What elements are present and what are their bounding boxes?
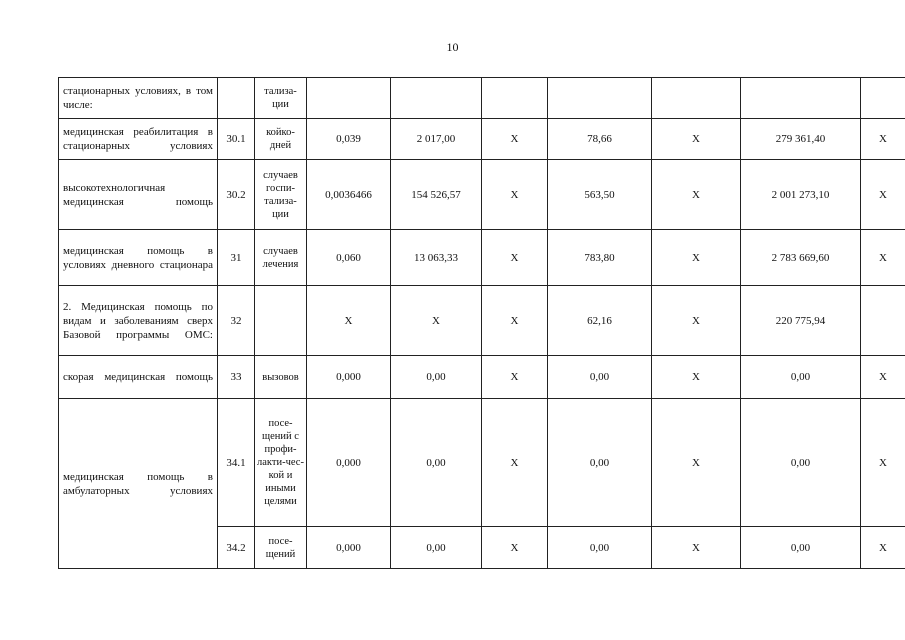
row-value: Х xyxy=(652,286,741,356)
row-value: 0,039 xyxy=(307,119,391,160)
row-code xyxy=(218,78,255,119)
row-name: скорая медицинская помощь xyxy=(59,356,218,399)
row-value xyxy=(861,286,905,356)
row-value: Х xyxy=(652,356,741,399)
row-unit: посе-щений с профи-лакти-чес-кой и иными целями xyxy=(255,399,307,527)
row-value: Х xyxy=(861,119,905,160)
row-value xyxy=(548,78,652,119)
row-value: Х xyxy=(307,286,391,356)
row-value: 220 775,94 xyxy=(741,286,861,356)
row-unit: посе-щений xyxy=(255,527,307,569)
row-unit: вызовов xyxy=(255,356,307,399)
row-value: Х xyxy=(482,230,548,286)
row-value: Х xyxy=(861,160,905,230)
row-value: Х xyxy=(482,286,548,356)
row-value: 0,000 xyxy=(307,399,391,527)
table-row xyxy=(59,78,905,119)
row-value: 0,00 xyxy=(391,356,482,399)
row-value: Х xyxy=(861,527,905,569)
row-value: 0,000 xyxy=(307,356,391,399)
row-value: Х xyxy=(652,399,741,527)
table-row xyxy=(59,119,905,160)
row-name: стационарных условиях, в том числе: xyxy=(59,78,218,119)
row-value xyxy=(391,78,482,119)
row-value: 0,00 xyxy=(741,356,861,399)
table-row xyxy=(59,286,905,356)
row-code: 30.2 xyxy=(218,160,255,230)
row-value: Х xyxy=(861,230,905,286)
row-value: 2 017,00 xyxy=(391,119,482,160)
row-code: 34.1 xyxy=(218,399,255,527)
row-value: 0,000 xyxy=(307,527,391,569)
row-value: Х xyxy=(652,230,741,286)
row-value: Х xyxy=(652,119,741,160)
row-value: Х xyxy=(482,356,548,399)
row-unit: случаев госпи-тализа-ции xyxy=(255,160,307,230)
data-table xyxy=(58,77,905,569)
row-value: Х xyxy=(652,160,741,230)
row-unit: тализа-ции xyxy=(255,78,307,119)
row-value: 154 526,57 xyxy=(391,160,482,230)
row-value: Х xyxy=(652,527,741,569)
row-value: Х xyxy=(482,119,548,160)
row-value: 0,00 xyxy=(391,399,482,527)
row-value: Х xyxy=(391,286,482,356)
page-number: 10 xyxy=(446,40,459,54)
row-value: 0,00 xyxy=(391,527,482,569)
row-value: Х xyxy=(861,399,905,527)
row-value: 0,00 xyxy=(741,399,861,527)
row-code: 32 xyxy=(218,286,255,356)
row-value xyxy=(307,78,391,119)
row-value: 13 063,33 xyxy=(391,230,482,286)
row-code: 31 xyxy=(218,230,255,286)
row-value: Х xyxy=(482,527,548,569)
row-name: высокотехнологичная медицинская помощь xyxy=(59,160,218,230)
row-value: 78,66 xyxy=(548,119,652,160)
row-value: Х xyxy=(861,356,905,399)
row-code: 34.2 xyxy=(218,527,255,569)
row-unit xyxy=(255,286,307,356)
table-row xyxy=(59,160,905,230)
row-value: 0,00 xyxy=(548,399,652,527)
row-value: 563,50 xyxy=(548,160,652,230)
row-value: 0,00 xyxy=(548,527,652,569)
row-value xyxy=(652,78,741,119)
row-value: 2 783 669,60 xyxy=(741,230,861,286)
row-unit: случаев лечения xyxy=(255,230,307,286)
row-value: 0,060 xyxy=(307,230,391,286)
row-value: 2 001 273,10 xyxy=(741,160,861,230)
table-row xyxy=(59,356,905,399)
row-name: 2. Медицинская помощь по видам и заболеваниям сверх Базовой программы ОМС: xyxy=(59,286,218,356)
row-code: 30.1 xyxy=(218,119,255,160)
row-name: медицинская помощь в амбулаторных условиях xyxy=(59,399,218,569)
row-value: Х xyxy=(482,160,548,230)
row-name: медицинская реабилитация в стационарных условиях xyxy=(59,119,218,160)
row-value: 0,00 xyxy=(548,356,652,399)
row-value: 0,0036466 xyxy=(307,160,391,230)
table-row xyxy=(59,399,905,527)
row-value: 279 361,40 xyxy=(741,119,861,160)
row-value: Х xyxy=(482,399,548,527)
row-value xyxy=(741,78,861,119)
row-name: медицинская помощь в условиях дневного стационара xyxy=(59,230,218,286)
row-value: 783,80 xyxy=(548,230,652,286)
row-unit: койко-дней xyxy=(255,119,307,160)
row-value xyxy=(861,78,905,119)
row-value: 0,00 xyxy=(741,527,861,569)
table-row xyxy=(59,230,905,286)
row-code: 33 xyxy=(218,356,255,399)
row-value: 62,16 xyxy=(548,286,652,356)
row-value xyxy=(482,78,548,119)
